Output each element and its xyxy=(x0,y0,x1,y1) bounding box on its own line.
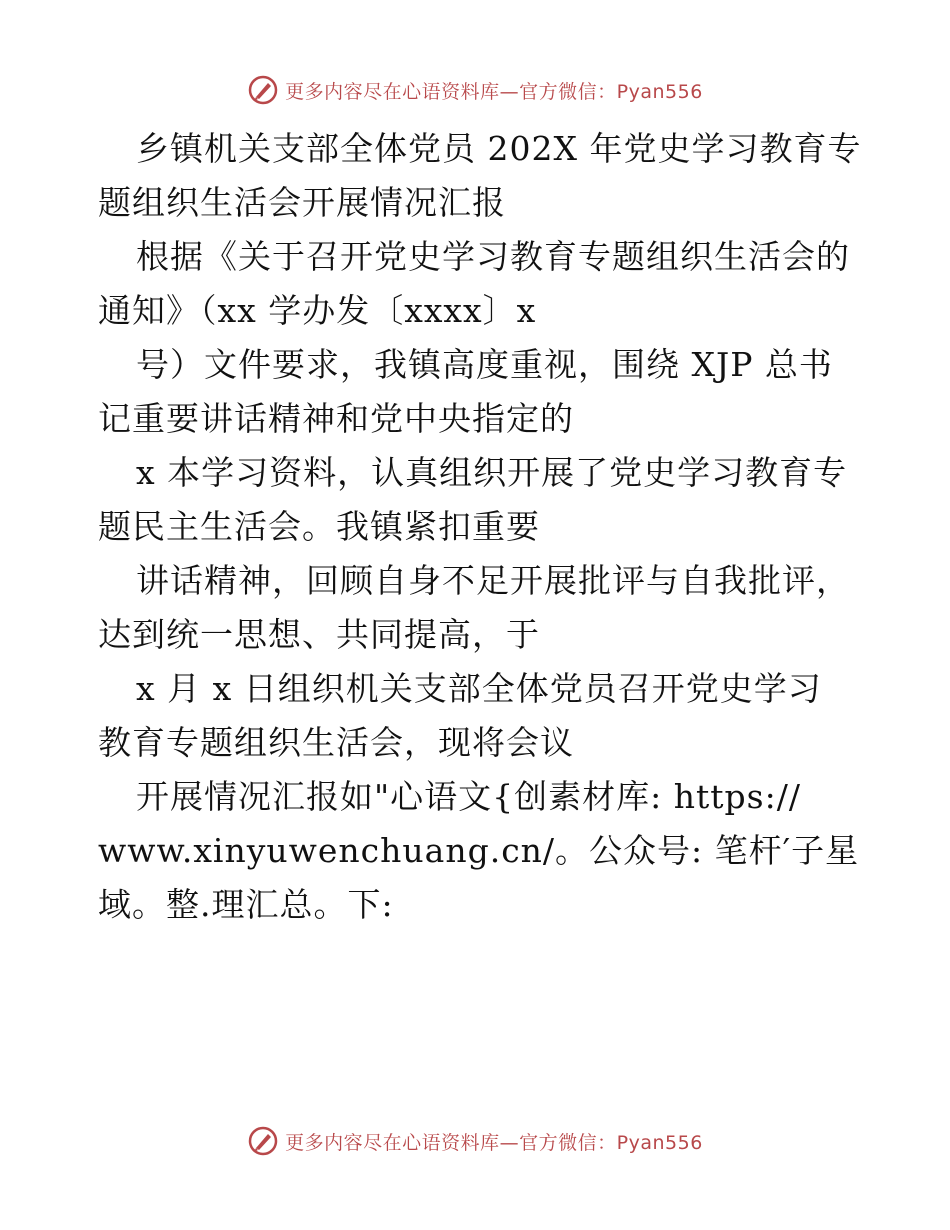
doc-line: 题民主生活会。我镇紧扣重要 xyxy=(98,507,540,546)
doc-line: x 本学习资料，认真组织开展了党史学习教育专 xyxy=(136,453,848,492)
doc-line: 教育专题组织生活会，现将会议 xyxy=(98,723,574,762)
pen-seal-icon xyxy=(247,74,279,106)
pen-seal-icon xyxy=(247,1125,279,1157)
doc-line: www.xinyuwenchuang.cn/。公众号: 笔杆′子星 xyxy=(98,831,860,870)
watermark-text: 更多内容尽在心语资料库—官方微信：Pyan556 xyxy=(285,80,703,103)
watermark-text: 更多内容尽在心语资料库—官方微信：Pyan556 xyxy=(285,1131,703,1154)
doc-line: x 月 x 日组织机关支部全体党员召开党史学习 xyxy=(136,669,822,708)
doc-line: 记重要讲话精神和党中央指定的 xyxy=(98,399,574,438)
doc-line: 根据《关于召开党史学习教育专题组织生活会的 xyxy=(136,237,850,276)
doc-line: 题组织生活会开展情况汇报 xyxy=(98,183,506,222)
doc-line: 达到统一思想、共同提高，于 xyxy=(98,615,540,654)
doc-line: 开展情况汇报如"心语文{创素材库: https:// xyxy=(136,777,801,816)
doc-line: 讲话精神，回顾自身不足开展批评与自我批评， xyxy=(136,561,850,600)
document-body xyxy=(98,122,862,932)
watermark-banner-bottom xyxy=(0,1121,950,1161)
doc-line: 号）文件要求，我镇高度重视，围绕 XJP 总书 xyxy=(136,345,833,384)
doc-line: 通知》（xx 学办发〔xxxx〕x xyxy=(98,291,537,330)
doc-line: 乡镇机关支部全体党员 202X 年党史学习教育专 xyxy=(136,129,862,168)
doc-line: 域。整.理汇总。下: xyxy=(98,885,394,924)
watermark-banner-top xyxy=(0,70,950,110)
